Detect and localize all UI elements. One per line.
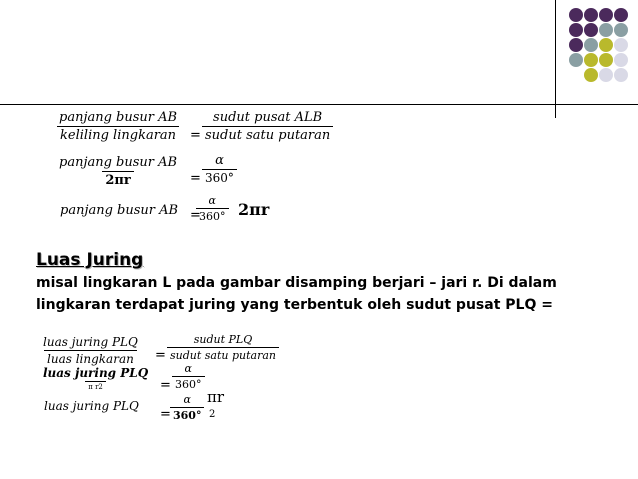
decorative-dot	[584, 53, 598, 67]
decorative-dot	[599, 53, 613, 67]
decorative-dot	[584, 38, 598, 52]
decorative-dot	[584, 68, 598, 82]
formula-6-left: luas juring PLQ	[44, 399, 139, 413]
formula-4-denominator: luas lingkaran	[44, 350, 137, 366]
formula-1-right-denominator: sudut satu putaran	[202, 126, 333, 143]
formula-1-denominator: keliling lingkaran	[57, 126, 179, 143]
formula-4-right-fraction	[167, 333, 279, 362]
decorative-dot	[599, 38, 613, 52]
formula-4-right-denominator: sudut satu putaran	[167, 347, 279, 362]
formula-3-tail: 2πr	[238, 200, 270, 219]
section-text-line-2: lingkaran terdapat juring yang terbentuk oleh sudut pusat PLQ =	[36, 297, 553, 313]
formula-6-denominator: 360°	[170, 407, 204, 422]
formula-5-right-numerator: α	[184, 362, 192, 375]
formula-3-left: panjang busur AB	[60, 203, 179, 218]
decorative-dot	[614, 53, 628, 67]
decorative-dot	[569, 8, 583, 22]
formula-2-denominator: 2πr	[102, 171, 133, 188]
formula-5-numerator: luas juring PLQ	[43, 366, 149, 380]
decorative-dot	[599, 8, 613, 22]
formula-5-equals: =	[160, 378, 171, 393]
decorative-dot	[584, 23, 598, 37]
section-title: Luas Juring	[36, 250, 144, 270]
formula-2-numerator: panjang busur AB	[59, 155, 178, 170]
formula-5-denominator: π r2	[85, 381, 106, 391]
formula-4-equals: =	[155, 348, 166, 363]
formula-2-equals: =	[190, 171, 201, 186]
formula-1-right-fraction	[202, 110, 333, 143]
decorative-dot	[599, 23, 613, 37]
decorative-dot	[569, 38, 583, 52]
decorative-dot	[614, 38, 628, 52]
formula-2-right-denominator: 360°	[202, 169, 237, 185]
formula-2-right-numerator: α	[215, 153, 224, 168]
formula-3-equals: =	[190, 208, 201, 223]
formula-6-exponent: 2	[209, 409, 216, 420]
formula-2-left-fraction	[56, 155, 180, 188]
vertical-divider	[555, 0, 556, 118]
decorative-dot	[614, 8, 628, 22]
decorative-dot	[584, 8, 598, 22]
formula-3-numerator: α	[208, 194, 216, 207]
formula-4-numerator: luas juring PLQ	[43, 335, 138, 349]
formula-4-right-numerator: sudut PLQ	[193, 333, 253, 346]
formula-5-left-fraction	[40, 366, 151, 391]
formula-4-left-fraction	[40, 335, 141, 366]
formula-5-right-denominator: 360°	[172, 376, 205, 391]
decorative-dot	[614, 23, 628, 37]
decorative-dot	[599, 68, 613, 82]
formula-3-denominator: 360°	[196, 208, 229, 223]
section-text-line-1: misal lingkaran L pada gambar disamping berjari – jari r. Di dalam	[36, 275, 557, 291]
formula-1-left-fraction	[56, 110, 180, 143]
formula-1-equals: =	[190, 128, 201, 143]
formula-1-numerator: panjang busur AB	[59, 110, 178, 125]
decorative-dot	[614, 68, 628, 82]
decorative-dot	[569, 53, 583, 67]
formula-6-equals: =	[160, 407, 171, 422]
formula-6-pi-r: πr	[207, 388, 225, 406]
header-divider	[0, 104, 638, 105]
formula-5-right-fraction	[172, 362, 205, 391]
formula-6-fraction	[170, 393, 204, 422]
formula-1-right-numerator: sudut pusat ALB	[213, 110, 323, 125]
formula-3-fraction	[196, 194, 229, 223]
formula-6-numerator: α	[183, 393, 191, 406]
decorative-dot	[569, 23, 583, 37]
formula-2-right-fraction	[202, 153, 237, 185]
